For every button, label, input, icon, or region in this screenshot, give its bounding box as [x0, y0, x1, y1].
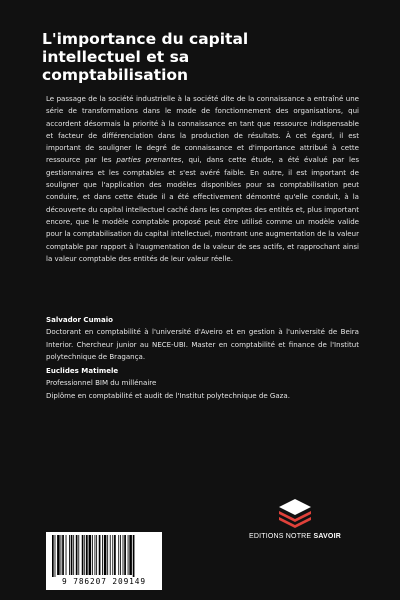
book-summary	[46, 93, 359, 265]
barcode-bar	[78, 535, 79, 575]
title-line: comptabilisation	[42, 66, 189, 84]
barcode-bar	[107, 535, 108, 575]
barcode-bar	[66, 535, 67, 575]
barcode-bar	[120, 535, 121, 575]
publisher-block	[245, 497, 345, 540]
barcode-bar	[69, 535, 70, 575]
barcode-bar	[82, 535, 84, 575]
barcode-bar	[71, 535, 73, 575]
barcode-bar	[89, 535, 92, 575]
barcode-bar	[61, 535, 62, 575]
barcode-bar	[86, 535, 88, 575]
barcode-bar	[110, 535, 111, 575]
author-bio	[46, 314, 359, 363]
title-line: intellectuel et sa	[42, 48, 190, 66]
isbn-number: 9 786207 209149	[62, 577, 146, 586]
barcode-bar	[73, 535, 74, 575]
barcode-bar	[76, 535, 78, 575]
barcode-bar	[84, 535, 85, 575]
barcode-bar	[118, 535, 119, 575]
summary-italic-term: parties prenantes	[116, 155, 182, 165]
barcode-bar	[104, 535, 107, 575]
barcode-bar	[114, 535, 116, 575]
barcode-bar	[128, 535, 129, 575]
summary-text-part2: , qui, dans cette étude, a été évalué par les gestionnaires et les comptables et s'est avéré faible. En outre, il est important de souligner que l'application des modèles disponibles pour sa comptabilisation peut conduire, et dans cette étude il a été effectivement démontré qu'elle conduit, à la découverte du capital intellectuel caché dans les comptes des entités et, plus important encore, que le modèle comptable proposé peut être utilisé comme un modèle valide pour la comptabilisation du capital intellectuel, montrant une augmentation de la valeur comptable par rapport à l'augmentation de la valeur de ses actifs, et rapprochant ainsi la valeur comptable des entités de leur valeur réelle.	[46, 155, 359, 263]
barcode-bar	[62, 535, 64, 575]
barcode	[46, 532, 162, 590]
barcode-bar	[96, 535, 97, 575]
author-name: Salvador Cumaio	[46, 315, 113, 324]
barcode-bar	[129, 535, 132, 575]
author-description: Professionnel BIM du millénaire Diplôme en comptabilité et audit de l'Institut polytechnique de Gaza.	[46, 378, 290, 400]
barcode-bar	[52, 535, 54, 577]
publisher-name	[245, 533, 345, 540]
book-title	[42, 30, 372, 84]
barcode-bar	[102, 535, 103, 575]
author-bio	[46, 365, 359, 402]
author-name: Euclides Matimele	[46, 366, 119, 375]
summary-text-part1: Le passage de la société industrielle à la société dite de la connaissance a entraîné une série de transformations dans le mode de fonctionnement des organisations, qui accordent désormais la priorité à la connaissance en tant que ressource indispensable et facteur de différenciation dans la production de résultats. À cet égard, il est important de souligner le degré de connaissance et d'importance attribué à cette ressource par les	[46, 94, 359, 165]
barcode-icon	[52, 535, 156, 577]
barcode-bar	[133, 535, 135, 577]
publisher-logo-icon	[275, 497, 315, 529]
barcode-bar	[112, 535, 113, 575]
publisher-name-regular: EDITIONS NOTRE	[249, 533, 314, 540]
barcode-bar	[55, 535, 56, 577]
barcode-bar	[92, 535, 93, 575]
barcode-bar	[123, 535, 124, 575]
barcode-bar	[124, 535, 126, 575]
publisher-name-bold: SAVOIR	[313, 533, 341, 540]
author-description: Doctorant en comptabilité à l'université d'Aveiro et en gestion à l'université de Beira Interior. Chercheur junior au NECE-UBI. Master en comptabilité et finance de l'Institut polytechnique de Bragança.	[46, 327, 359, 361]
title-line: L'importance du capital	[42, 30, 249, 48]
barcode-bar	[95, 535, 96, 575]
barcode-bar	[99, 535, 101, 575]
barcode-bar	[57, 535, 60, 575]
